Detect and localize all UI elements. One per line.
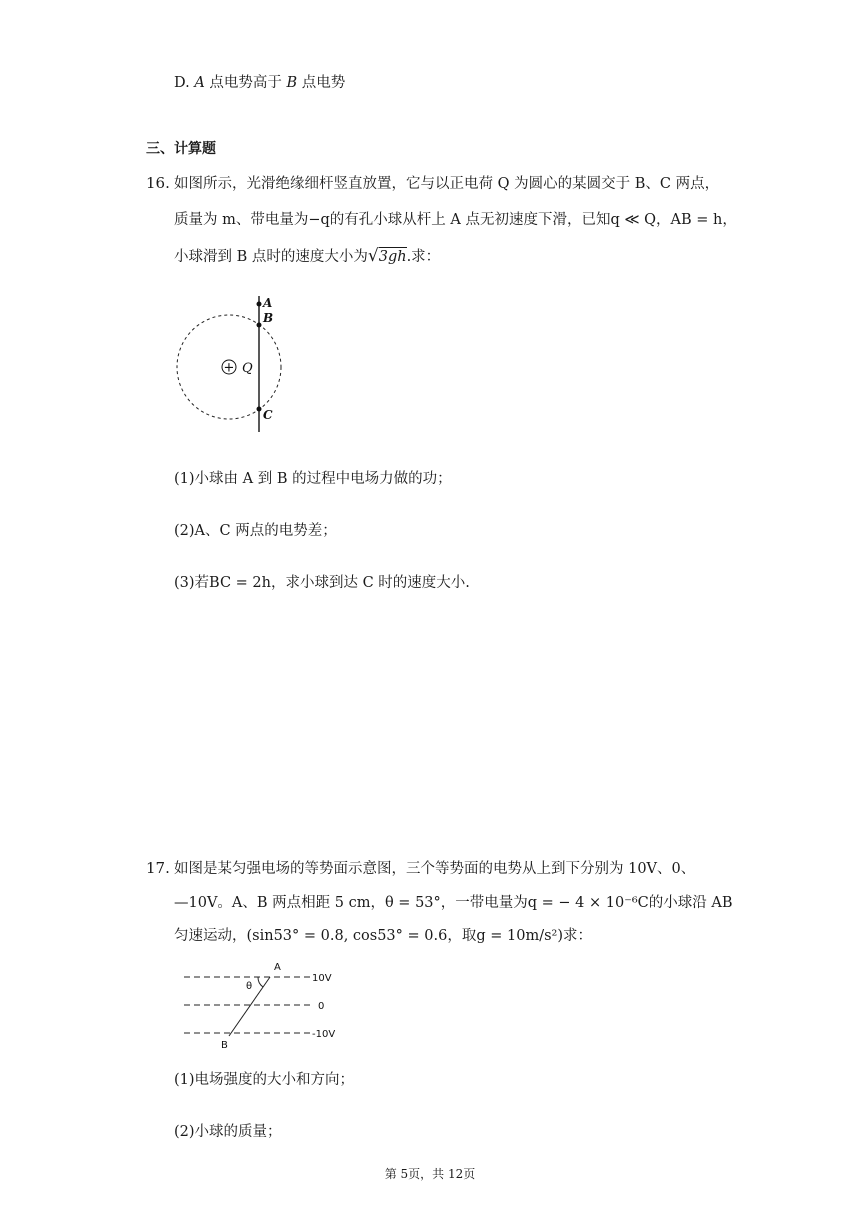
sqrt-symbol: √ xyxy=(367,246,379,266)
option-d-letter: D. xyxy=(174,75,190,91)
label-c: C xyxy=(263,408,273,422)
plus-sign: + xyxy=(223,360,235,376)
q16-sqrt-content: 3gh xyxy=(378,249,407,265)
label-b: B xyxy=(263,311,274,325)
q17-line3: 匀速运动，(sin53° = 0.8, cos53° = 0.6，取g = 10m/s²)求： xyxy=(174,928,592,944)
q17-number: 17. xyxy=(146,859,170,877)
angle-arc xyxy=(258,977,263,987)
q16-line2: 质量为 m、带电量为−q的有孔小球从杆上 A 点无初速度下滑，已知q ≪ Q，AB = h， xyxy=(174,212,737,228)
q17-line1: 如图是某匀强电场的等势面示意图，三个等势面的电势从上到下分别为 10V、0、 xyxy=(174,861,696,877)
q16-figure xyxy=(170,292,300,437)
option-d xyxy=(174,76,345,91)
option-d-text-mid: 点电势高于 xyxy=(204,75,287,91)
q16-sub1: (1)小球由 A 到 B 的过程中电场力做的功； xyxy=(174,471,452,487)
label-a: A xyxy=(263,296,273,310)
point-b-dot xyxy=(257,323,262,328)
label-theta: θ xyxy=(246,981,253,992)
q17-figure xyxy=(178,958,358,1054)
label-q: Q xyxy=(242,361,253,376)
level-bottom-label: -10V xyxy=(312,1029,336,1040)
q17-sub2: (2)小球的质量； xyxy=(174,1124,282,1140)
q17-sub1: (1)电场强度的大小和方向； xyxy=(174,1072,355,1088)
option-d-point-b: B xyxy=(286,75,298,91)
label-a: A xyxy=(274,962,281,973)
q16-number: 16. xyxy=(146,174,170,192)
q16-sub3: (3)若BC = 2h，求小球到达 C 时的速度大小. xyxy=(174,575,470,591)
q16-line3 xyxy=(174,248,440,265)
page-footer: 第 5页，共 12页 xyxy=(384,1167,476,1181)
q16-line3-pre: 小球滑到 B 点时的速度大小为 xyxy=(174,249,368,265)
q16-line1: 如图所示，光滑绝缘细杆竖直放置，它与以正电荷 Q 为圆心的某圆交于 B、C 两点， xyxy=(174,176,720,192)
label-b: B xyxy=(221,1040,228,1051)
section-title: 三、计算题 xyxy=(146,141,216,157)
q17-line2: —10V。A、B 两点相距 5 cm，θ = 53°，一带电量为q = − 4 × 10⁻⁶C的小球沿 AB xyxy=(174,895,733,911)
option-d-text-end: 点电势 xyxy=(297,75,346,91)
point-a-dot xyxy=(257,302,262,307)
option-d-point-a: A xyxy=(194,75,205,91)
level-mid-label: 0 xyxy=(318,1001,325,1012)
point-c-dot xyxy=(257,407,262,412)
q16-line3-post: .求： xyxy=(406,249,441,265)
level-top-label: 10V xyxy=(312,973,332,984)
q16-sub2: (2)A、C 两点的电势差； xyxy=(174,523,337,539)
